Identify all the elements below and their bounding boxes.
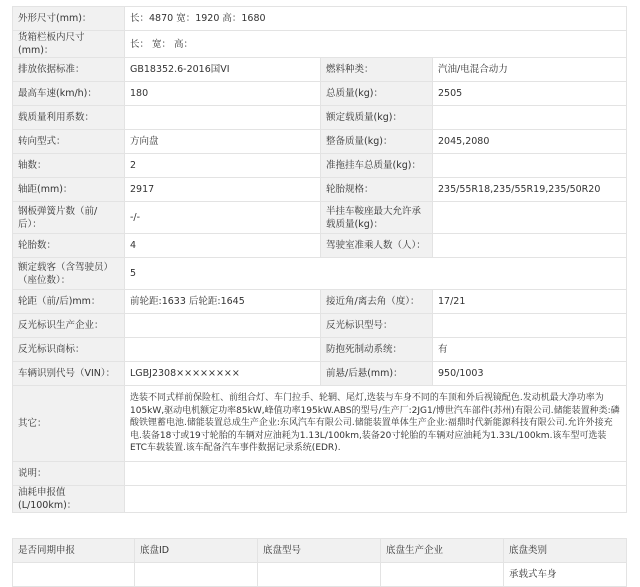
row-label: 轴距(mm)： [13,178,125,202]
row-label: 其它： [13,386,125,462]
chassis-table [12,538,627,587]
row-label: 车辆识别代号（VIN）： [13,362,125,386]
table-row [13,234,627,258]
row-label: 额定载客（含驾驶员）（座位数）： [13,258,125,290]
table-row [13,338,627,362]
table-row [13,31,627,58]
row-value: 4 [125,234,321,258]
row-value [125,462,627,486]
table-cell [381,563,504,587]
row-value: 2045,2080 [433,130,627,154]
row-label: 半挂车鞍座最大允许承载质量(kg)： [321,202,433,234]
table-row [13,314,627,338]
row-label: 额定载质量(kg)： [321,106,433,130]
table-row [13,202,627,234]
row-label: 接近角/离去角（度）： [321,290,433,314]
table-row [13,106,627,130]
row-label: 反光标识型号： [321,314,433,338]
row-label: 燃料种类： [321,58,433,82]
spec-table [12,6,627,513]
table-cell [135,563,258,587]
table-row [13,7,627,31]
column-header: 底盘生产企业 [381,539,504,563]
row-label: 驾驶室准乘人数（人）： [321,234,433,258]
row-label: 外形尺寸(mm)： [13,7,125,31]
row-value [433,154,627,178]
row-label: 最高车速(km/h)： [13,82,125,106]
row-value [433,202,627,234]
table-row [13,82,627,106]
table-header-row [13,539,627,563]
row-label: 准拖挂车总质量(kg)： [321,154,433,178]
row-label: 说明： [13,462,125,486]
table-row [13,130,627,154]
row-value [125,486,627,513]
column-header: 底盘类别 [504,539,627,563]
row-label: 轮胎规格： [321,178,433,202]
row-value: 950/1003 [433,362,627,386]
row-value: 2 [125,154,321,178]
row-value: 方向盘 [125,130,321,154]
column-header: 底盘型号 [258,539,381,563]
row-label: 整备质量(kg)： [321,130,433,154]
row-value [433,234,627,258]
table-cell [258,563,381,587]
table-cell: 承载式车身 [504,563,627,587]
table-row [13,58,627,82]
row-value [125,314,321,338]
row-value: 选装不同式样前保险杠、前组合灯、车门拉手、轮辋、尾灯,选装与车身不同的车顶和外后视镜配色.发动机最大净功率为105kW,驱动电机额定功率85kW,峰值功率195kW.ABS的型号/生产厂:2JG1/博世汽车部件(苏州)有限公司.储能装置种类:磷酸铁锂蓄电池.储能装置总成生产企业:东风汽车有限公司.储能装置单体生产企业:福鼎时代新能源科技有限公司.允许外接充电.装备18寸或19寸轮胎的车辆对应油耗为1.13L/100km,装备20寸轮胎的车辆对应油耗为1.33L/100km.该车型可选装ETC车载装置.该车配备汽车事件数据记录系统(EDR). [125,386,627,462]
row-value [433,314,627,338]
table-row [13,290,627,314]
row-label: 轮胎数： [13,234,125,258]
row-value [125,106,321,130]
row-label: 前悬/后悬(mm)： [321,362,433,386]
row-label: 排放依据标准： [13,58,125,82]
row-value: 180 [125,82,321,106]
row-label: 载质量利用系数： [13,106,125,130]
row-value: GB18352.6-2016国VI [125,58,321,82]
table-row [13,178,627,202]
table-row [13,258,627,290]
row-label: 货箱栏板内尺寸(mm)： [13,31,125,58]
row-value: 汽油/电混合动力 [433,58,627,82]
row-value: 5 [125,258,627,290]
row-label: 轮距（前/后)mm： [13,290,125,314]
row-label: 反光标识商标： [13,338,125,362]
row-label: 钢板弹簧片数（前/后）： [13,202,125,234]
row-value: 长： 宽： 高： [125,31,627,58]
column-header: 是否同期申报 [13,539,135,563]
row-value: 17/21 [433,290,627,314]
row-label: 反光标识生产企业： [13,314,125,338]
row-label: 总质量(kg)： [321,82,433,106]
row-label: 轴数： [13,154,125,178]
row-value: 前轮距:1633 后轮距:1645 [125,290,321,314]
table-row [13,154,627,178]
row-value [433,106,627,130]
row-label: 防抱死制动系统： [321,338,433,362]
table-cell [13,563,135,587]
row-value: 有 [433,338,627,362]
row-value: 2917 [125,178,321,202]
table-row [13,462,627,486]
row-value: LGBJ2308×××××××× [125,362,321,386]
row-label: 油耗申报值(L/100km)： [13,486,125,513]
table-row [13,386,627,462]
table-row [13,362,627,386]
row-value: -/- [125,202,321,234]
table-row [13,563,627,587]
row-value [125,338,321,362]
row-value: 2505 [433,82,627,106]
table-row [13,486,627,513]
row-value: 235/55R18,235/55R19,235/50R20 [433,178,627,202]
row-label: 转向型式： [13,130,125,154]
row-value: 长：4870 宽：1920 高：1680 [125,7,627,31]
column-header: 底盘ID [135,539,258,563]
